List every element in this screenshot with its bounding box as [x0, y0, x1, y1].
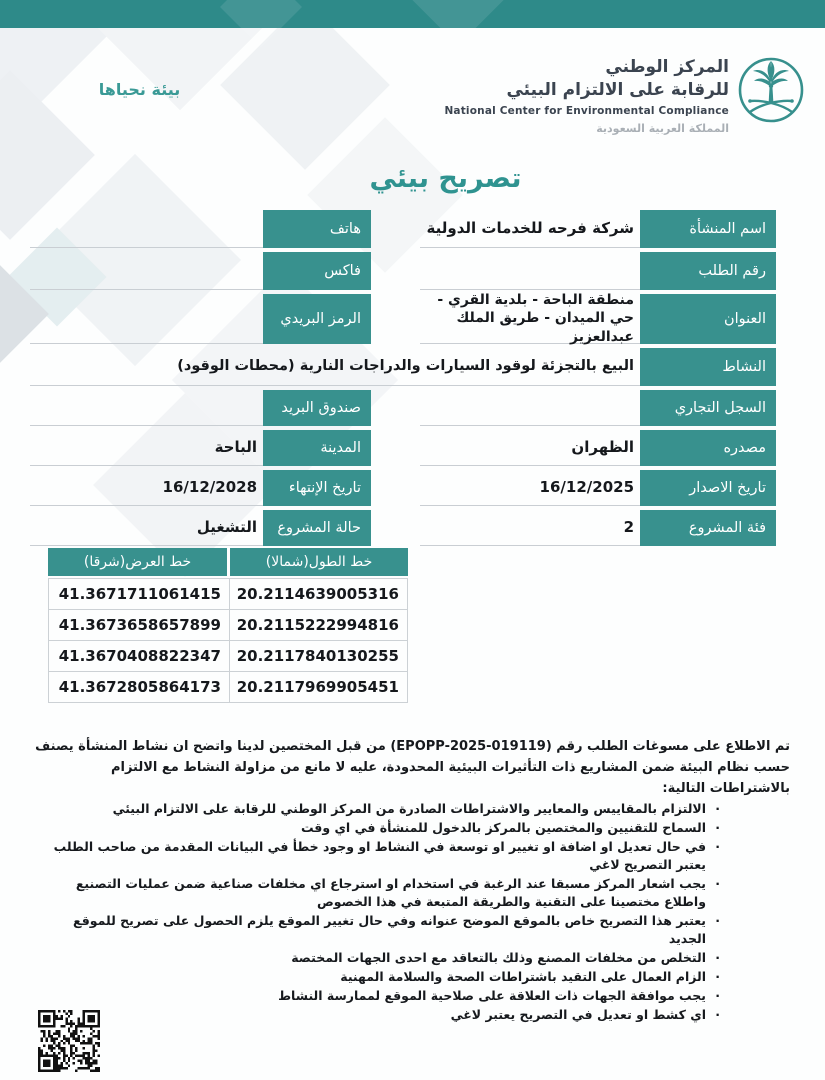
label-project-status: حالة المشروع [263, 510, 371, 546]
qr-code [38, 1010, 100, 1076]
list-item: · الالتزام بالمقاييس والمعايير والاشتراطات الصادرة من المركز الوطني للرقابة على الالتزام البيئي [35, 800, 706, 818]
value-address: منطقة الباحة - بلدية القري - حي الميدان - طريق الملك عبدالعزيز [420, 294, 640, 344]
latitude-value: 41.3672805864173 [58, 678, 221, 696]
label-po-box: صندوق البريد [263, 390, 371, 426]
value-cr-source: الظهران [420, 430, 640, 466]
value-facility-name: شركة فرحه للخدمات الدولية [420, 210, 640, 248]
tagline: بيئة نحياها [98, 80, 181, 99]
column-gap [371, 390, 420, 426]
list-item: · يجب موافقة الجهات ذات العلاقة على صلاحية الموقع لممارسة النشاط [35, 987, 706, 1005]
value-postal-code [30, 294, 263, 344]
longitude-value: 20.2115222994816 [229, 610, 407, 640]
value-request-number [420, 252, 640, 290]
list-item: · اي كشط او تعديل في التصريح يعتبر لاغي [35, 1006, 706, 1024]
coordinates-header [48, 548, 408, 576]
label-city: المدينة [263, 430, 371, 466]
form-row-address-postal [30, 294, 776, 344]
longitude-value: 20.2117969905451 [229, 672, 407, 702]
table-row [49, 610, 407, 641]
label-postal-code: الرمز البريدي [263, 294, 371, 344]
form-row-cr-pobox [30, 390, 776, 426]
conditions-list [35, 800, 706, 1025]
column-gap [371, 294, 420, 344]
list-item: · الزام العمال على التقيد باشتراطات الصحة والسلامة المهنية [35, 968, 706, 986]
longitude-value: 20.2117840130255 [229, 641, 407, 671]
value-po-box [30, 390, 263, 426]
label-commercial-registry: السجل التجاري [640, 390, 776, 426]
form-row-request-fax [30, 252, 776, 290]
column-gap [371, 430, 420, 466]
table-row [49, 641, 407, 672]
label-request-number: رقم الطلب [640, 252, 776, 290]
value-project-status: التشغيل [30, 510, 263, 546]
coordinates-table [48, 548, 408, 703]
header-latitude-east: خط العرض(شرقا) [48, 548, 227, 576]
list-item: · السماح للتقنيين والمختصين بالمركز بالدخول للمنشأة في اي وقت [35, 819, 706, 837]
page-title: تصريح بيئي [369, 163, 522, 194]
label-activity: النشاط [640, 348, 776, 386]
value-city: الباحة [30, 430, 263, 466]
label-project-category: فئة المشروع [640, 510, 776, 546]
form-row-dates [30, 470, 776, 506]
ncec-logo-icon [735, 48, 807, 138]
value-project-category: 2 [420, 510, 640, 546]
latitude-value: 41.3671711061415 [58, 585, 221, 603]
column-gap [371, 470, 420, 506]
list-item: · في حال تعديل او اضافة او تغيير او توسعة في النشاط او وجود خطأ في البيانات المقدمة من صاحب الطلب يعتبر التصريح لاغي [35, 838, 706, 874]
coordinates-body [48, 578, 408, 703]
label-facility-name: اسم المنشأة [640, 210, 776, 248]
table-row [49, 579, 407, 610]
form-row-activity [30, 348, 776, 386]
value-fax [30, 252, 263, 290]
table-row [49, 672, 407, 702]
value-commercial-registry [420, 390, 640, 426]
label-phone: هاتف [263, 210, 371, 248]
label-issue-date: تاريخ الاصدار [640, 470, 776, 506]
column-gap [371, 210, 420, 248]
label-cr-source: مصدره [640, 430, 776, 466]
form-row-category-status [30, 510, 776, 546]
form-row-source-city [30, 430, 776, 466]
column-gap [371, 252, 420, 290]
label-address: العنوان [640, 294, 776, 344]
value-expiry-date: 16/12/2028 [30, 470, 263, 506]
value-issue-date: 16/12/2025 [420, 470, 640, 506]
value-activity: البيع بالتجزئة لوقود السيارات والدراجات النارية (محطات الوقود) [30, 348, 640, 386]
permit-form [30, 210, 776, 550]
latitude-value: 41.3670408822347 [58, 647, 221, 665]
label-fax: فاكس [263, 252, 371, 290]
longitude-value: 20.2114639005316 [229, 579, 407, 609]
list-item: · يجب اشعار المركز مسبقا عند الرغبة في استخدام او استرجاع اي مخلفات صناعية ضمن عمليات التصنيع واطلاع مختصينا على التقنية والطريقة المتبعة في هذا الخصوص [35, 875, 706, 911]
org-header [444, 56, 729, 135]
list-item: · التخلص من مخلفات المصنع وذلك بالتعاقد مع احدى الجهات المختصة [35, 949, 706, 967]
column-gap [371, 510, 420, 546]
review-statement: تم الاطلاع على مسوغات الطلب رقم (EPOPP-2025-019119) من قبل المختصين لدينا واتضح ان نشاط المنشأة يصنف حسب نظام البيئة ضمن المشاريع ذات التأثيرات البيئية المحدودة، عليه لا مانع من مزاولة النشاط مع الالتزام بالاشتراطات التالية: [35, 739, 790, 796]
value-phone [30, 210, 263, 248]
org-country: المملكة العربية السعودية [596, 121, 729, 135]
org-name-english: National Center for Environmental Compliance [444, 104, 729, 117]
list-item: · يعتبر هذا التصريح خاص بالموقع الموضح عنوانه وفي حال تغيير الموقع يلزم الحصول على تصريح للموقع الجديد [35, 912, 706, 948]
latitude-value: 41.3673658657899 [58, 616, 221, 634]
header-longitude-north: خط الطول(شمالا) [230, 548, 408, 576]
top-accent-bar [0, 0, 825, 28]
form-row-facility-phone [30, 210, 776, 248]
org-name-arabic-line2: للرقابة على الالتزام البيئي [506, 79, 729, 100]
label-expiry-date: تاريخ الإنتهاء [263, 470, 371, 506]
org-name-arabic-line1: المركز الوطني [605, 57, 729, 77]
